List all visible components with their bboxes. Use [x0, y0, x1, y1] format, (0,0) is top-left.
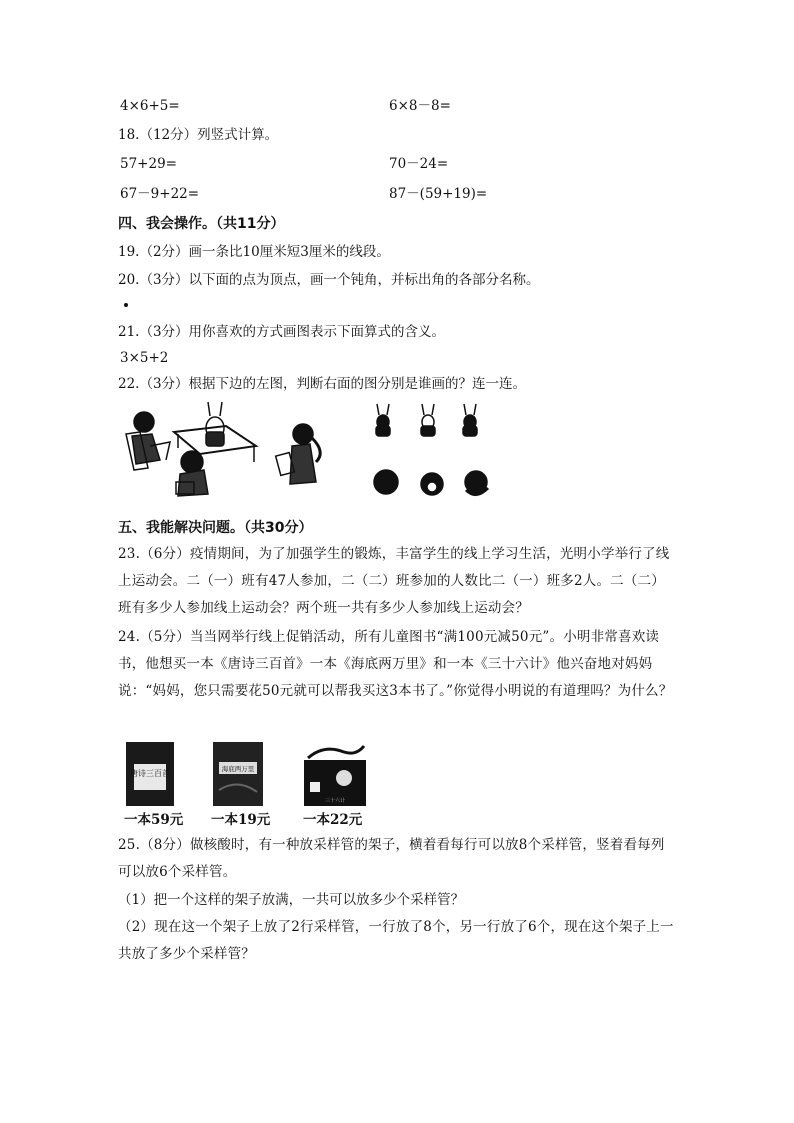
q17-expr-a: 4×6+5=	[120, 98, 180, 114]
section-5-title: 五、我能解决问题。（共30分）	[118, 520, 313, 536]
book-sanshiliuji-price: 一本22元	[303, 812, 363, 828]
book-haidi-image	[213, 742, 263, 806]
book-tangshi-price: 一本59元	[124, 812, 184, 828]
q23: 23.（6分）疫情期间，为了加强学生的锻炼，丰富学生的线上学习生活，光明小学举行了线上运动会。二（一）班有47人参加，二（二）班参加的人数比二（一）班多2人。二（二）班有多少人参加线上运动会？两个班一共有多少人参加线上运动会？	[118, 546, 670, 616]
book-sanshiliuji-title: 三十六计	[324, 798, 346, 804]
vertex-dot	[124, 303, 128, 307]
q24: 24.（5分）当当网举行线上促销活动，所有儿童图书“满100元减50元”。小明非常喜欢读书，他想买一本《唐诗三百首》一本《海底两万里》和一本《三十六计》他兴奋地对妈妈说：“妈妈，您只需要花50元就可以帮我买这3本书了。”你觉得小明说的有道理吗？为什么？	[118, 629, 673, 699]
section-4-title: 四、我会操作。（共11分）	[118, 216, 285, 232]
q22: 22.（3分）根据下边的左图，判断右面的图分别是谁画的？连一连。	[118, 376, 527, 392]
book-haidi-title: 海底两万里	[221, 765, 255, 773]
q21: 21.（3分）用你喜欢的方式画图表示下面算式的含义。	[118, 324, 446, 340]
observation-scene-illustration	[120, 398, 335, 508]
q21-expression: 3×5+2	[120, 350, 169, 366]
q20: 20.（3分）以下面的点为顶点，画一个钝角，并标出角的各部分名称。	[118, 272, 540, 288]
book-tangshi-title: 唐诗三百首	[130, 769, 170, 778]
drawings-to-match	[368, 400, 498, 505]
q18-expr-a: 57+29=	[120, 156, 177, 172]
q18-title: 18.（12分）列竖式计算。	[118, 127, 279, 143]
q17-expr-b: 6×8－8=	[389, 98, 451, 114]
q25-part-1: （1）把一个这样的架子放满，一共可以放多少个采样管？	[118, 892, 465, 908]
book-tangshi-image	[126, 742, 174, 806]
book-sanshiliuji-image	[304, 742, 366, 806]
q19: 19.（2分）画一条比10厘米短3厘米的线段。	[118, 244, 390, 260]
q25: 25.（8分）做核酸时，有一种放采样管的架子，横着看每行可以放8个采样管，竖着看每列可以放6个采样管。	[118, 837, 665, 880]
q18-expr-b: 70－24=	[389, 156, 449, 172]
q18-expr-c: 67－9+22=	[120, 186, 200, 202]
q25-part-2: （2）现在这一个架子上放了2行采样管，一行放了8个，另一行放了6个，现在这个架子上一共放了多少个采样管？	[118, 919, 674, 962]
q18-expr-d: 87－(59+19)=	[389, 186, 488, 202]
book-haidi-price: 一本19元	[211, 812, 271, 828]
